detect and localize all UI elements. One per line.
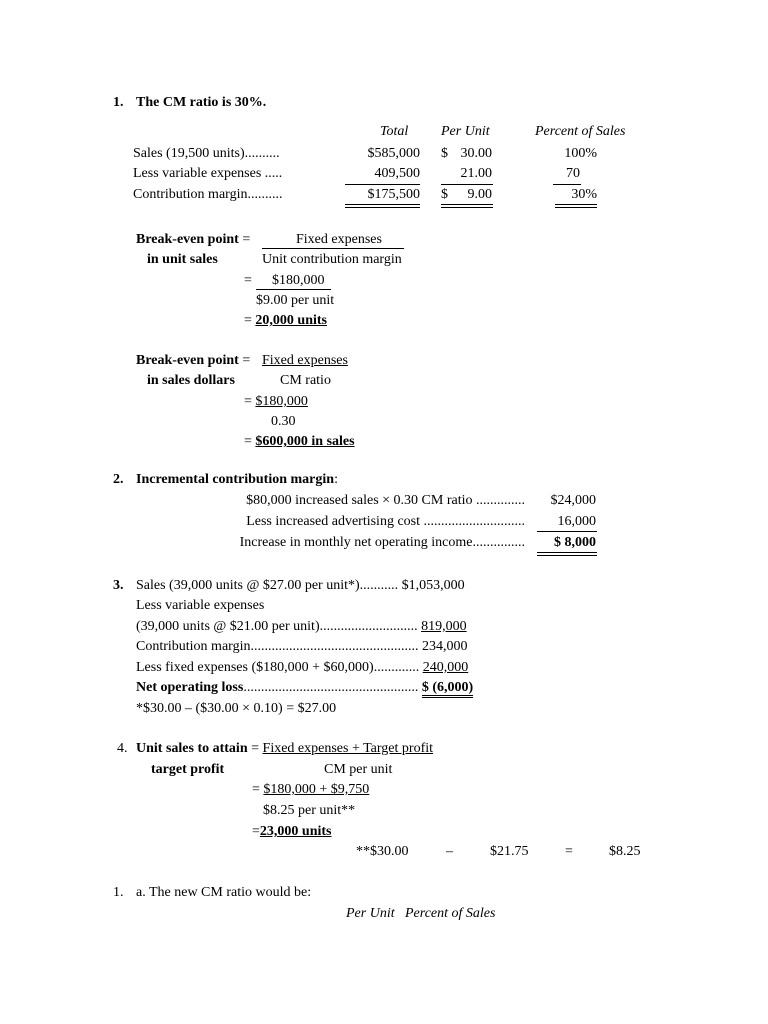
s3-sales-line: Sales (39,000 units @ $27.00 per unit*)........... $1,053,000 bbox=[136, 578, 465, 593]
s3-fixed-line: Less fixed expenses ($180,000 + $60,000)............. 240,000 bbox=[136, 660, 469, 675]
bep-dollars-line2: in sales dollars bbox=[147, 373, 235, 388]
s2-row-advertising-value: 16,000 bbox=[557, 514, 596, 529]
row-contribution-margin-per-unit: 9.00 bbox=[467, 187, 492, 202]
row-sales-per-unit: 30.00 bbox=[460, 146, 492, 161]
double-underline-percent-a bbox=[555, 204, 597, 205]
bep-units-numerator: Fixed expenses bbox=[262, 232, 404, 249]
bep-dollars-numerator: Fixed expenses bbox=[262, 353, 348, 368]
s4-line1: Unit sales to attain = Fixed expenses + Target profit bbox=[136, 741, 434, 756]
s5-header-per-unit: Per Unit bbox=[346, 906, 395, 921]
section-4-number: 4. bbox=[117, 741, 128, 756]
bep-units-denominator: Unit contribution margin bbox=[262, 252, 402, 267]
s5-text: a. The new CM ratio would be: bbox=[136, 885, 312, 900]
bep-units-num-value: $180,000 bbox=[256, 273, 331, 290]
row-variable-expenses-percent: 70 bbox=[566, 166, 580, 181]
s2-row-net-income-label: Increase in monthly net operating income............... bbox=[239, 535, 525, 550]
s3-footnote: *$30.00 – ($30.00 × 0.10) = $27.00 bbox=[136, 701, 337, 716]
section-2-number: 2. bbox=[113, 472, 124, 487]
bep-dollars-num-line: = $180,000 bbox=[244, 394, 308, 409]
s3-less-variable-label: Less variable expenses bbox=[136, 598, 265, 613]
row-variable-expenses-label: Less variable expenses ..... bbox=[133, 166, 283, 181]
s2-row-net-income-value: $ 8,000 bbox=[554, 535, 596, 550]
double-underline-per-unit-a bbox=[441, 204, 493, 205]
section-1-title: The CM ratio is 30%. bbox=[136, 95, 267, 110]
row-sales-percent: 100% bbox=[564, 146, 597, 161]
underline-percent-variable bbox=[553, 184, 581, 185]
row-contribution-margin-total: $175,500 bbox=[367, 187, 420, 202]
s2-row-increased-sales-value: $24,000 bbox=[550, 493, 596, 508]
bep-dollars-line1: Break-even point = bbox=[136, 353, 251, 368]
section-1-number: 1. bbox=[113, 95, 124, 110]
double-underline-percent-b bbox=[555, 207, 597, 208]
s3-variable-line: (39,000 units @ $21.00 per unit)............................ 819,000 bbox=[136, 619, 467, 634]
bep-units-den-value: $9.00 per unit bbox=[256, 293, 335, 308]
s3-contribution-line: Contribution margin................................................ 234,000 bbox=[136, 639, 468, 654]
row-sales-dollar: $ bbox=[441, 146, 448, 161]
row-variable-expenses-per-unit: 21.00 bbox=[460, 166, 492, 181]
row-contribution-margin-dollar: $ bbox=[441, 187, 448, 202]
s2-double-underline-b bbox=[537, 555, 597, 556]
s4-result-line: =23,000 units bbox=[252, 824, 332, 839]
s4-calc-c: $8.25 bbox=[609, 844, 641, 859]
s4-line2: target profit bbox=[151, 762, 225, 777]
row-variable-expenses-total: 409,500 bbox=[374, 166, 420, 181]
underline-total-variable bbox=[345, 184, 420, 185]
double-underline-total-a bbox=[345, 204, 420, 205]
s4-calc-op2: = bbox=[565, 844, 573, 859]
bep-units-line1: Break-even point = bbox=[136, 232, 251, 247]
header-total: Total bbox=[380, 124, 409, 139]
row-sales-total: $585,000 bbox=[367, 146, 420, 161]
s2-underline bbox=[537, 531, 597, 532]
section-5-number: 1. bbox=[113, 885, 124, 900]
bep-dollars-denominator: CM ratio bbox=[280, 373, 331, 388]
s3-net-loss-line: Net operating loss.................................................. $ (6,000) bbox=[136, 680, 473, 696]
section-3-number: 3. bbox=[113, 578, 124, 593]
section-2-title: Incremental contribution margin: bbox=[136, 472, 338, 487]
s4-den-value: $8.25 per unit** bbox=[263, 803, 356, 818]
double-underline-per-unit-b bbox=[441, 207, 493, 208]
s4-calc-a: **$30.00 bbox=[356, 844, 409, 859]
s4-num-line: = $180,000 + $9,750 bbox=[252, 782, 370, 797]
s2-row-increased-sales-label: $80,000 increased sales × 0.30 CM ratio .............. bbox=[246, 493, 525, 508]
double-underline-total-b bbox=[345, 207, 420, 208]
bep-dollars-result-line: = $600,000 in sales bbox=[244, 434, 355, 449]
row-contribution-margin-percent: 30% bbox=[571, 187, 597, 202]
s4-calc-b: $21.75 bbox=[490, 844, 529, 859]
s5-header-percent-of-sales: Percent of Sales bbox=[405, 906, 496, 921]
row-sales-label: Sales (19,500 units).......... bbox=[133, 146, 280, 161]
header-per-unit: Per Unit bbox=[441, 124, 490, 139]
s2-row-advertising-label: Less increased advertising cost ............................. bbox=[246, 514, 525, 529]
s4-calc-op1: – bbox=[446, 844, 453, 859]
bep-dollars-den-value: 0.30 bbox=[271, 414, 296, 429]
bep-units-eq2: = bbox=[244, 273, 252, 288]
s2-double-underline-a bbox=[537, 552, 597, 553]
bep-units-result-line: = 20,000 units bbox=[244, 313, 327, 328]
bep-units-line2: in unit sales bbox=[147, 252, 218, 267]
header-percent-of-sales: Percent of Sales bbox=[535, 124, 626, 139]
underline-per-unit-variable bbox=[441, 184, 493, 185]
row-contribution-margin-label: Contribution margin.......... bbox=[133, 187, 283, 202]
s4-denominator: CM per unit bbox=[324, 762, 393, 777]
